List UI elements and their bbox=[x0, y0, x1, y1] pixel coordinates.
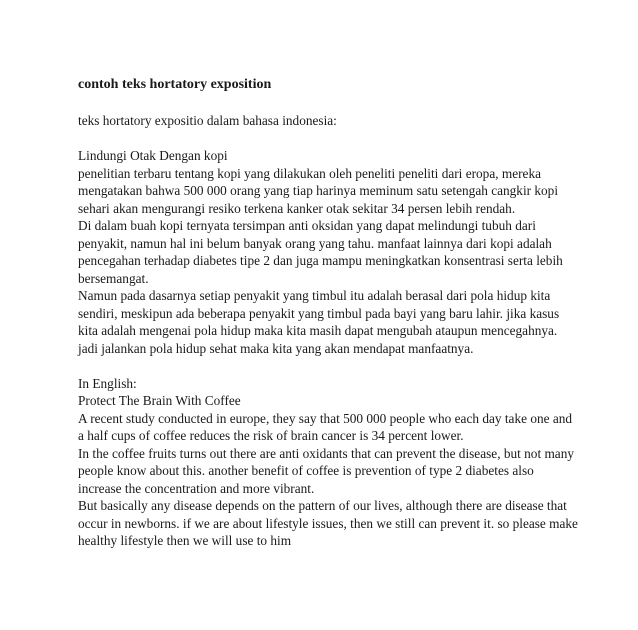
indonesian-line: sendiri, meskipun ada beberapa penyakit yang timbul pada bayi yang baru lahir. jika kasus bbox=[78, 305, 560, 321]
indonesian-line: Lindungi Otak Dengan kopi bbox=[78, 148, 228, 163]
english-line: healthy lifestyle then we will use to him bbox=[78, 533, 292, 548]
english-line: A recent study conducted in europe, they say that 500 000 people who each day take one and bbox=[78, 410, 573, 426]
english-line: a half cups of coffee reduces the risk of brain cancer is 34 percent lower. bbox=[78, 428, 464, 443]
english-line: Protect The Brain With Coffee bbox=[78, 393, 241, 408]
spacer bbox=[78, 94, 623, 112]
english-line: occur in newborns. if we are about lifestyle issues, then we still can prevent it. so please make bbox=[78, 515, 578, 531]
indonesian-line: mengatakan bahwa 500 000 orang yang tiap harinya meminum satu setengah cangkir kopi bbox=[78, 183, 559, 198]
indonesian-line: pencegahan terhadap diabetes tipe 2 dan juga mampu meningkatkan konsentrasi serta lebih bbox=[78, 253, 563, 268]
indonesian-line: bersemangat. bbox=[78, 270, 149, 286]
intro-text: teks hortatory expositio dalam bahasa indonesia: bbox=[78, 113, 337, 128]
indonesian-line: penyakit, namun hal ini belum banyak orang yang tahu. manfaat lainnya dari kopi adalah bbox=[78, 235, 552, 251]
english-line: In the coffee fruits turns out there are anti oxidants that can prevent the disease, but not many bbox=[78, 445, 575, 461]
english-line: But basically any disease depends on the pattern of our lives, although there are disease that bbox=[78, 498, 567, 513]
indonesian-line: Namun pada dasarnya setiap penyakit yang timbul itu adalah berasal dari pola hidup kita bbox=[78, 288, 551, 303]
spacer bbox=[78, 130, 623, 148]
english-line: In English: bbox=[78, 375, 137, 391]
document-title: contoh teks hortatory exposition bbox=[78, 77, 272, 92]
english-line: people know about this. another benefit of coffee is prevention of type 2 diabetes also bbox=[78, 463, 534, 478]
indonesian-line: penelitian terbaru tentang kopi yang dilakukan oleh peneliti peneliti dari eropa, mereka bbox=[78, 165, 542, 181]
indonesian-section bbox=[78, 147, 623, 357]
spacer bbox=[78, 357, 623, 375]
english-section bbox=[78, 375, 623, 550]
indonesian-line: kita adalah mengenai pola hidup maka kita masih dapat mengubah ataupun mencegahnya. bbox=[78, 323, 558, 338]
indonesian-line: jadi jalankan pola hidup sehat maka kita yang akan mendapat manfaatnya. bbox=[78, 340, 474, 356]
english-line: increase the concentration and more vibrant. bbox=[78, 480, 315, 496]
indonesian-line: Di dalam buah kopi ternyata tersimpan anti oksidan yang dapat melindungi tubuh dari bbox=[78, 218, 536, 233]
indonesian-line: sehari akan mengurangi resiko terkena kanker otak sekitar 34 persen lebih rendah. bbox=[78, 200, 516, 216]
document-page bbox=[78, 64, 623, 550]
